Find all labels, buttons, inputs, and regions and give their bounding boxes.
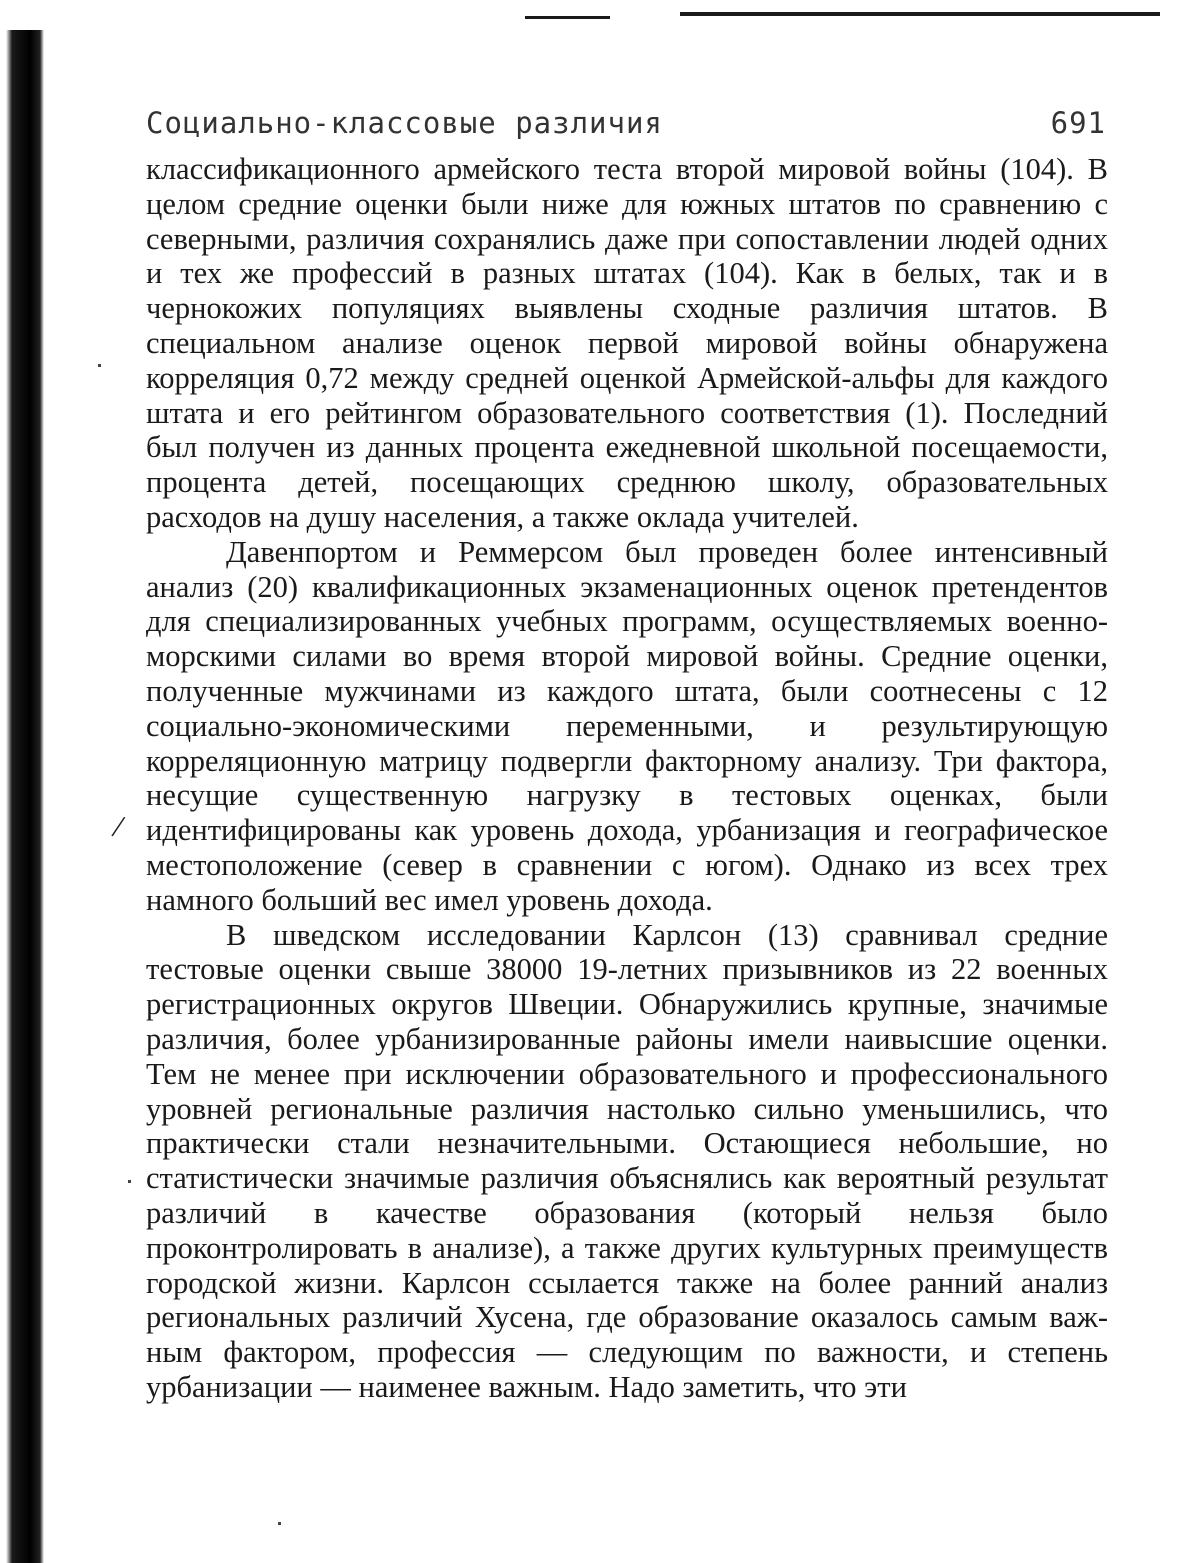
paragraph-2: Давенпортом и Реммерсом был проведен более интенсив­ный анализ (20) квалификационных экзаменационных оценок претендентов для специализированных учебных программ, осу­ществляемых военно-морскими силами во время второй миро­вой войны. Средние оценки, полученные мужчинами из каждо­го штата, были соотнесены с 12 социально-экономическими переменными, и результирующую корреляционную матрицу подвергли факторному анализу. Три фактора, несущие существен­ную нагрузку в тестовых оценках, были идентифицированы как уровень дохода, урбанизация и географическое местоположение (север в сравнении с югом). Однако из всех трех намного боль­ший вес имел уровень дохода. (146, 535, 1108, 918)
body-text (146, 152, 1108, 1405)
running-title: Социально-классовые различия (146, 106, 663, 140)
running-header (146, 106, 1106, 146)
top-scan-dash (525, 16, 610, 19)
paragraph-3: В шведском исследовании Карлсон (13) сравнивал средние тестовые оценки свыше 38000 19-летних призывников из 22 во­енных регистрационных округов Швеции. Обнаружились круп­ные, значимые различия, более урбанизированные районы имели наивысшие оценки. Тем не менее при исключении образователь­ного и профессионального уровней региональные различия на­столько сильно уменьшились, что практически стали незначи­тельными. Остающиеся небольшие, но статистически значимые различия объяснялись как вероятный результат различий в каче­стве образования (который нельзя было проконтролировать в анализе), а также других культурных преимуществ городской жизни. Карлсон ссылается также на более ранний анализ регио­нальных различий Хусена, где образование оказалось самым важ­ным фактором, профессия — следующим по важности, и сте­пень урбанизации — наименее важным. Надо заметить, что эти (146, 918, 1108, 1405)
scan-speck (98, 364, 101, 367)
margin-pencil-mark: / (109, 807, 127, 845)
scan-speck (128, 1180, 131, 1183)
top-scan-rule (680, 12, 1160, 16)
scan-speck (278, 1522, 281, 1525)
page-number: 691 (1051, 106, 1106, 140)
book-spine-shadow (0, 30, 44, 1563)
paragraph-1: классификационного армейского теста второй мировой войны (104). В целом средние оценки были ниже для южных штатов по сравнению с северными, различия сохранялись даже при сопо­ставлении людей одних и тех же профессий в разных штатах (104). Как в белых, так и в чернокожих популяциях выявлены сходные различия штатов. В специальном анализе оценок первой мировой войны обнаружена корреляция 0,72 между средней оценкой Ар­мейской-альфы для каждого штата и его рейтингом образова­тельного соответствия (1). Последний был получен из данных процента ежедневной школьной посещаемости, процента детей, посещающих среднюю школу, образовательных расходов на душу населения, а также оклада учителей. (146, 152, 1108, 535)
